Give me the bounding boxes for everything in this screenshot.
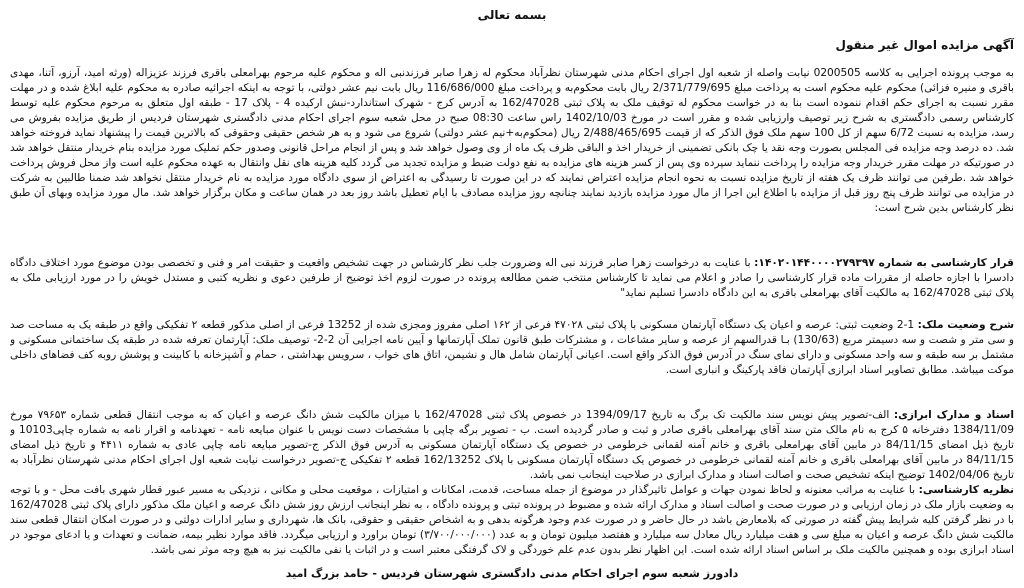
section-documents: [10, 408, 1014, 483]
section-documents-heading: اسناد و مدارک ابرازی:: [893, 409, 1014, 421]
basmala: بسمه تعالی: [477, 8, 547, 22]
section-expert-opinion-body: با عنایت به مراتب معنونه و لحاظ نمودن جهات و عوامل تاثیرگذار در موضوع از جمله مساحت، قدمت، امکانات و امتیازات ، موقعیت محلی و مکانی ، نزدیکی به مسیر عبور قطار شهری بافت محل - و با توجه به وضعیت بازار ملک در زمان ارزیابی و در صورت صحت و اصالت اسناد و مدارک ارائه شده و مضبوط در پرونده تبتی و پرونده دادگاه ، به نظر اینجانب ارزش روز شش دانگ عرصه و اعیان ملک مذکور دارای پلاک ثبتی 162/47028 با در نظر گرفتن کلیه شرایط پیش گفته در صورتی که بلامعارض باشد در حال حاضر و در صورت عدم وجود هرگونه بدهی و به اشخاص حقیقی و حقوقی، بانک ها، شهرداری و سایر ادارات دولتی و در صورت امکان انتقال قطعی سند مالکیت شش دانگ عرصه و اعیان به مبلغ سی و هفت میلیارد ریال معادل سه میلیارد و هفتصد میلیون تومان و به عدد (۳/۷۰۰/۰۰۰/۰۰۰) تومان براورد و ارزیابی میگردد. فاقد موارد نظیر بیمه، ضمانت و تعهدات و یا ادعای موجود در اسناد ابرازی بوده و همچنین مالکیت ملک بر اساس اسناد ارائه شده است. این اظهار نظر بدون عدم علم خوردگی و لاک گرفتگی معتبر است و در اثبات یا نفی مالکیت نیز به هیچ وجه موثر نمی باشد.: [10, 484, 1014, 556]
section-expert-order-body: با عنایت به درخواست زهرا صابر فرزند نبی اله وضرورت جلب نظر کارشناس در جهت تشخیص واقعیت و حقیقت امر و فنی و تخصصی بودن موضوع مورد اختلاف دادگاه دادسرا با اجازه حاصله از مقررات ماده قرار کارشناسی را صادر و اعلام می نماید تا کارشناس منتخب ضمن مطالعه پرونده در صورت لزوم اخذ توضیح از طرفین دعوی و نظریه کتبی و مستدل خویش را در مورد ارزیابی ملک به پلاک ثبتی 162/47028 به مالکیت آقای بهرامعلی باقری به این دادگاه دادسرا تسلیم نماید": [10, 257, 1014, 299]
intro-paragraph: به موجب پرونده اجرایی به کلاسه 0200505 نیابت واصله از شعبه اول اجرای احکام مدنی شهرستان نظرآباد محکوم له زهرا صابر فرزندنبی اله و محکوم علیه مرحوم بهرامعلی باقری فرزند عزیزاله (ورثه امید، آرزو، آتنا، مهدی باقری و منیره فزائی) محکوم علیه محکوم است به پرداخت مبلغ 2/371/779/695 ریال بابت محکوم‌به و پرداخت مبلغ 116/686/000 ریال بابت نیم عشر دولتی، با توجه به اینکه اجرائیه صادره به محکوم علیه ابلاغ شده و در مهلت مقرر نسبت به اجرای حکم اقدام ننموده است بنا به در خواست محکوم له توقیف ملک به پلاک ثبتی 162/47028 به آدرس کرج - شهرک استاندارد-نبش ارکیده 4 - پلاک 17 - طبقه اول متعلق به مرحوم محکوم علیه توسط کارشناس رسمی دادگستری به شرح زیر توصیف وارزیابی شده و مقرر است در مورخ 1402/10/03 راس ساعت 08:30 صبح در محل شعبه سوم اجرای احکام مدنی دادگستری شهرستان فردیس از طریق مزایده بفروش می رسد، مزایده به نسبت 6/72 سهم از کل 100 سهم ملک فوق الذکر که از قیمت 2/488/465/695 ریال (محکوم‌به+نیم عشر دولتی) شروع می شود و به هر شخص حقیقی وحقوقی که بالاترین قیمت را پیشنهاد نماید فروخته خواهد شد. ده درصد وجه مزایده فی المجلس بصورت وجه نقد یا چک بانکی تضمینی از خریدار اخذ و الباقی ظرف یک ماه از وی وصول خواهد شد و پس از انجام مراحل قانونی وصدور حکم تملیک مورد مزایده بنام خریدار منتقل خواهد شد در صورتیکه در مهلت مقرر خریدار وجه مزایده را پرداخت ننماید سپرده وی پس از کسر هزینه های مزایده به نفع دولت ضبط و مزایده تجدید می گردد کلیه هزینه های نقل وانتقال به عهده محکوم علیه است واز محل فروش پرداخت خواهد شد .طرفین می توانند ظرف یک هفته از تاریخ مزایده نسبت به نحوه انجام مزایده اعتراض نمایند که در این صورت تا رسیدگی به اعتراض از سوی دادگاه مورد مزایده به نام خریدار منتقل نخواهد شد ضمنا طالبین به شرکت در مزایده می توانند ظرف پنج روز قبل از مزایده با اطلاع این اجرا از مال مورد مزایده بازدید نمایند چنانچه روز مزایده مصادف با ایام تعطیل باشد روز بعد در همان ساعت و مکان برگزار خواهد شد. مال مورد مزایده وبهای آن طبق نظر کارشناس بدین شرح است:: [10, 67, 1014, 214]
section-expert-order: [10, 256, 1014, 316]
section-expert-opinion: [10, 483, 1014, 573]
document-title: آگهی مزایده اموال غیر منقول: [835, 38, 1014, 52]
section-property-status: [10, 318, 1014, 408]
section-expert-opinion-heading: نظریه کارشناسی:: [918, 484, 1014, 496]
section-property-status-heading: شرح وضعیت ملک:: [917, 319, 1014, 331]
signature-line: دادورز شعبه سوم اجرای احکام مدنی دادگستری شهرستان فردیس - حامد بزرگ امید: [285, 567, 739, 580]
section-expert-order-heading: قرار کارشناسی به شماره ۱۴۰۲۰۱۴۴۰۰۰۰۲۷۹۳۹۷:: [754, 257, 1014, 269]
section-property-status-body: 1-2 وضعیت ثبتی: عرصه و اعیان یک دستگاه آپارتمان مسکونی با پلاک ثبتی ۴۷۰۲۸ فرعی از ۱۶۲ اصلی مفروز ومجزی شده از 13252 فرعی از اصلی مذکور قطعه ۲ تفکیکی واقع در طبقه یک به مساحت صد و سی متر و شصت و سه دسیمتر مربع (130/63) بـا قدرالسهم از عرصه و سایر مشاعات ، و مشترکات طبق قانون تملک آپارتمانها و آیین نامه اجرایی آن 2-2- توصیف ملک: آپارتمان تعرفه شده در طبقه یک ساختمانی مسکونی و مشتمل بر سه طبقه و سه واحد مسکونی و دارای نمای سنگ در آدرس فوق الذکر واقع است. اعیانی آپارتمان شامل هال و نشیمن، اتاق های خواب ، سرویس بهداشتی ، حمام و آشپزخانه با کابینت و پوشش روبه کف فضاهای داخلی موکت میباشد. مطابق تصاویر اسناد ابرازی آپارتمان فاقد پارکینگ و انباری است.: [10, 319, 1014, 376]
section-documents-body: الف-تصویر پیش نویس سند مالکیت تک برگ به تاریخ 1394/09/17 در خصوص پلاک ثبتی 162/47028 با میزان مالکیت شش دانگ عرصه و اعیان که به موجب انتقال قطعی شماره ۷۹۶۵۳ مورخ 1384/11/09 دفترخانه ۵ کرج به نام مالک متن سند آقای بهرامعلی باقری صادر و ثبت و صادر گردیده است. ب - تصویر برگه چاپی با مشخصات دست نویس با عنوان مبایعه نامه - تعهدنامه و اقرار نامه به شماره چاپی10103 و تاریخ ذیل امضای 84/11/15 در مابین آقای بهرامعلی باقری و خانم آمنه لقمانی خرطومی در خصوص یک دستگاه آپارتمان مسکونی به آدرس فوق الذکر ج-تصویر مبایعه نامه چاپی عادی به شماره ۴۴۱۱ و تاریخ ذیل امضای 84/11/15 در مابین آقای بهرامعلی باقری و خانم آمنه لقمانی خرطومی در خصوص یک دستگاه آپارتمان مسکونی با پلاک 162/13252 قطعه ۲ تفکیکی ج-تصویر درخواست نیابت شعبه اول اجرای احکام مدنی شهرستان نظرآباد به تاریخ 1402/04/06 توضیح اینکه تشخیص صحت و اصالت اسناد و مدارک ابرازی در صلاحیت اینجانب نمی باشد.: [10, 409, 1014, 481]
